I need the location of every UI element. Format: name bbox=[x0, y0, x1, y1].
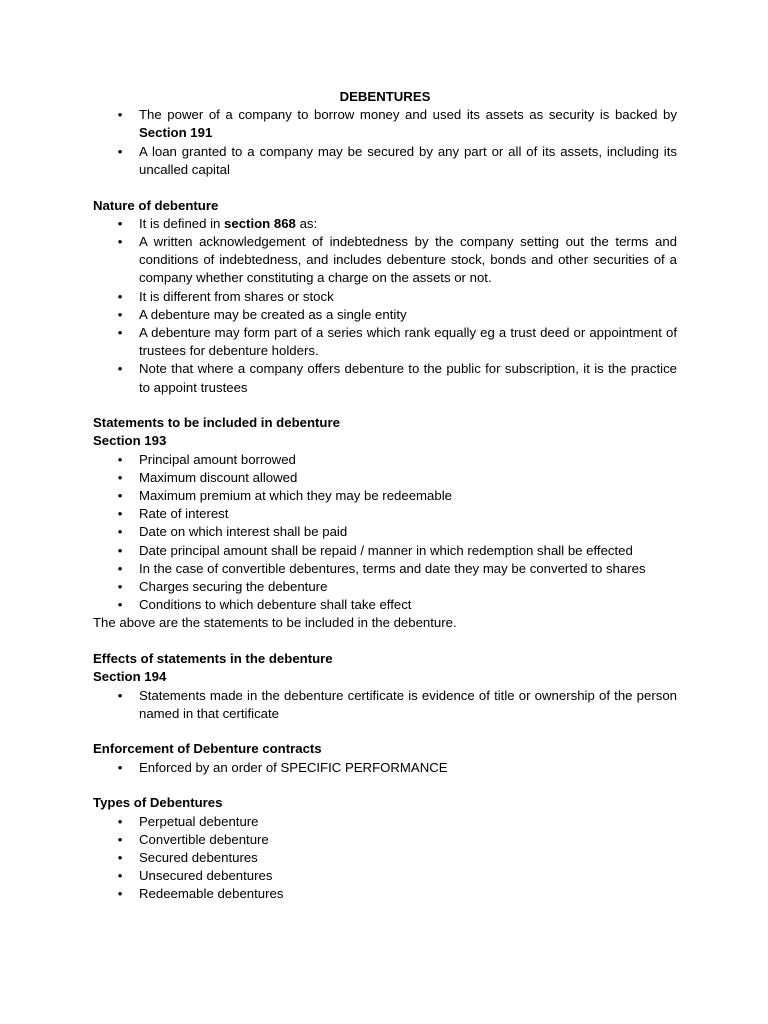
bullet-icon: • bbox=[117, 215, 123, 231]
list-item bbox=[93, 578, 677, 596]
list-item bbox=[93, 215, 677, 233]
bullet-icon: • bbox=[117, 597, 123, 613]
intro-list bbox=[93, 106, 677, 179]
list-item bbox=[93, 560, 677, 578]
bullet-icon: • bbox=[117, 759, 123, 775]
item-text: Unsecured debentures bbox=[139, 868, 273, 884]
item-text: Secured debentures bbox=[139, 850, 258, 865]
list-item bbox=[93, 288, 677, 306]
item-text: Note that where a company offers debenture to the public for subscription, it is the practice to appoint trustees bbox=[139, 361, 677, 395]
item-text: Enforced by an order of SPECIFIC PERFORMANCE bbox=[139, 759, 448, 775]
bullet-icon: • bbox=[117, 324, 123, 340]
item-text: The power of a company to borrow money and used its assets as security is backed by bbox=[139, 107, 677, 123]
item-text: A written acknowledgement of indebtedness by the company setting out the terms and conditions of indebtedness, and includes debenture stock, bonds and other securities of a company whether constituting a charge on the assets or not. bbox=[139, 233, 677, 286]
nature-list bbox=[93, 215, 677, 397]
bullet-icon: • bbox=[117, 831, 123, 847]
item-text: A debenture may form part of a series which rank equally eg a trust deed or appointment of trustees for debenture holders. bbox=[139, 324, 677, 359]
bullet-icon: • bbox=[117, 524, 123, 540]
bullet-icon: • bbox=[117, 542, 123, 558]
item-text: Maximum discount allowed bbox=[139, 469, 298, 485]
effects-list bbox=[93, 687, 677, 723]
section-heading-statements: Statements to be included in debenture bbox=[93, 415, 340, 431]
item-text: Redeemable debentures bbox=[139, 886, 284, 902]
item-text: A debenture may be created as a single entity bbox=[139, 306, 407, 322]
list-item bbox=[93, 505, 677, 523]
statements-list bbox=[93, 451, 677, 615]
item-text: In the case of convertible debentures, terms and date they may be converted to shares bbox=[139, 560, 646, 576]
list-item bbox=[93, 306, 677, 324]
section-reference: section 868 bbox=[224, 215, 296, 231]
list-item bbox=[93, 469, 677, 487]
bullet-icon: • bbox=[117, 687, 123, 703]
list-item bbox=[93, 867, 677, 885]
enforcement-list bbox=[93, 759, 677, 777]
list-item bbox=[93, 542, 677, 560]
document-title: DEBENTURES bbox=[339, 89, 431, 104]
bullet-icon: • bbox=[117, 850, 123, 865]
types-list bbox=[93, 813, 677, 904]
list-item bbox=[93, 849, 677, 867]
section-heading-types: Types of Debentures bbox=[93, 795, 223, 811]
list-item bbox=[93, 831, 677, 849]
item-text: Principal amount borrowed bbox=[139, 451, 296, 467]
list-item bbox=[93, 759, 677, 777]
section-reference-194: Section 194 bbox=[93, 669, 167, 685]
bullet-icon: • bbox=[117, 886, 123, 902]
bullet-icon: • bbox=[117, 868, 123, 884]
bullet-icon: • bbox=[117, 813, 123, 829]
bullet-icon: • bbox=[117, 469, 123, 485]
bullet-icon: • bbox=[117, 107, 123, 123]
item-text: Date principal amount shall be repaid / manner in which redemption shall be effected bbox=[139, 542, 633, 558]
bullet-icon: • bbox=[117, 306, 123, 322]
item-text: Rate of interest bbox=[139, 506, 229, 522]
item-text: Perpetual debenture bbox=[139, 813, 259, 829]
bullet-icon: • bbox=[117, 488, 123, 504]
section-heading-nature: Nature of debenture bbox=[93, 197, 219, 213]
section-reference: Section 191 bbox=[139, 125, 213, 141]
section-heading-enforcement: Enforcement of Debenture contracts bbox=[93, 741, 322, 757]
bullet-icon: • bbox=[117, 506, 123, 522]
item-text: Conditions to which debenture shall take effect bbox=[139, 597, 412, 613]
item-text: It is defined in bbox=[139, 215, 221, 231]
section-heading-effects: Effects of statements in the debenture bbox=[93, 651, 333, 667]
bullet-icon: • bbox=[117, 288, 123, 304]
item-text: Date on which interest shall be paid bbox=[139, 524, 348, 540]
list-item bbox=[93, 885, 677, 903]
bullet-icon: • bbox=[117, 579, 123, 595]
item-text: It is different from shares or stock bbox=[139, 288, 334, 304]
list-item bbox=[93, 487, 677, 505]
list-item bbox=[93, 360, 677, 396]
bullet-icon: • bbox=[117, 143, 123, 159]
list-item bbox=[93, 451, 677, 469]
bullet-icon: • bbox=[117, 451, 123, 467]
list-item bbox=[93, 687, 677, 723]
list-item bbox=[93, 324, 677, 360]
bullet-icon: • bbox=[117, 560, 123, 576]
item-text: A loan granted to a company may be secured by any part or all of its assets, including its uncalled capital bbox=[139, 143, 677, 177]
list-item bbox=[93, 523, 677, 541]
bullet-icon: • bbox=[117, 361, 123, 377]
list-item bbox=[93, 596, 677, 614]
statements-closing: The above are the statements to be included in the debenture. bbox=[93, 615, 457, 631]
item-text: as: bbox=[299, 215, 318, 231]
document-page bbox=[93, 88, 677, 904]
section-reference-193: Section 193 bbox=[93, 433, 167, 449]
item-text: Statements made in the debenture certificate is evidence of title or ownership of the person named in that certificate bbox=[139, 687, 677, 721]
bullet-icon: • bbox=[117, 233, 123, 249]
item-text: Charges securing the debenture bbox=[139, 579, 328, 595]
list-item bbox=[93, 143, 677, 179]
item-text: Maximum premium at which they may be redeemable bbox=[139, 488, 452, 504]
list-item bbox=[93, 106, 677, 142]
list-item bbox=[93, 233, 677, 288]
list-item bbox=[93, 813, 677, 831]
item-text: Convertible debenture bbox=[139, 831, 269, 847]
